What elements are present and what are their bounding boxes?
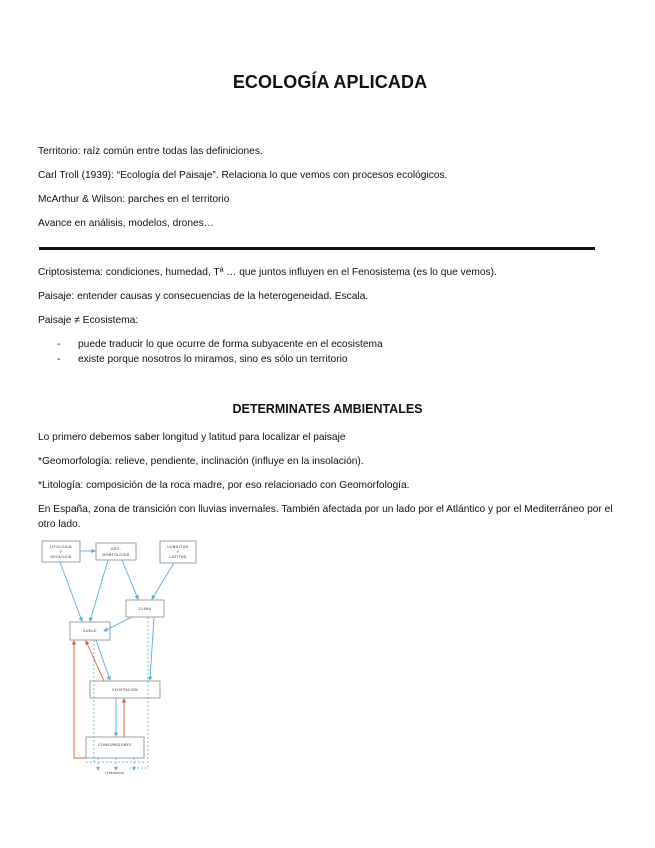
geomorfologia-label: GEO-	[110, 547, 122, 551]
ecosystem-diagram	[38, 536, 198, 780]
arrow-consumidores-suelo	[74, 641, 86, 758]
consumidores-label: CONSUMIDORES	[98, 743, 132, 747]
section-paragraph: Lo primero debemos saber longitud y latitud para localizar el paisaje	[38, 432, 346, 443]
geomorfologia-box	[96, 543, 136, 560]
arrow-litologia-suelo	[60, 562, 82, 621]
vegetacion-label: VEGETACION	[111, 688, 139, 692]
bullet-marker: -	[57, 354, 61, 365]
arrow-suelo-vegetacion	[96, 640, 110, 680]
bullet-item: puede traducir lo que ocurre de forma subyacente en el ecosistema	[78, 339, 383, 350]
arrow-vegetacion-suelo	[86, 641, 104, 681]
bullet-marker: -	[57, 339, 61, 350]
litologia-label: Y	[59, 550, 63, 554]
bullet-item: existe porque nosotros lo miramos, sino es sólo un territorio	[78, 354, 348, 365]
arrow-geomorfologia-clima	[122, 560, 138, 599]
section-paragraph: En España, zona de transición con lluvias invernales. También afectada por un lado por el Atlántico y por el Mediterráneo por el otro lado.	[38, 504, 613, 530]
section-paragraph: *Geomorfología: relieve, pendiente, inclinación (influye en la insolación).	[38, 456, 364, 467]
hombre-label: (Hombre)	[105, 771, 125, 775]
criptosistema-text: Criptosistema: condiciones, humedad, Tª … que juntos influyen en el Fenosistema (es lo que vemos).	[38, 267, 497, 278]
horizontal-rule	[39, 247, 595, 250]
intro-mcarthur-wilson: McArthur & Wilson: parches en el territorio	[38, 194, 230, 205]
intro-territorio: Territorio: raíz común entre todas las definiciones.	[38, 146, 263, 157]
suelo-label: SUELO	[83, 629, 97, 633]
arrow-geomorfologia-suelo	[90, 560, 108, 621]
arrow-longitud-clima	[152, 563, 174, 599]
paisaje-text: Paisaje: entender causas y consecuencias de la heterogeneidad. Escala.	[38, 291, 369, 302]
clima-label: CLIMA	[138, 607, 152, 611]
litologia-label: LITOLOGIA	[50, 545, 72, 549]
section-paragraph: *Litología: composición de la roca madre, por eso relacionado con Geomorfología.	[38, 480, 410, 491]
longitud-label: LONGITUD	[167, 545, 189, 549]
intro-avance: Avance en análisis, modelos, drones…	[38, 218, 214, 229]
longitud-label: LATITUD	[169, 555, 187, 559]
section-heading: DETERMINATES AMBIENTALES	[232, 402, 423, 416]
litologia-label: GEOLOGIA	[50, 555, 72, 559]
geomorfologia-label: MORFOLOGIA	[102, 553, 130, 557]
consumidores-box	[86, 737, 144, 758]
intro-carl-troll: Carl Troll (1939): “Ecología del Paisaje”. Relaciona lo que vemos con procesos ecológicos.	[38, 170, 448, 181]
longitud-label: Y	[176, 550, 180, 554]
paisaje-ecosistema-text: Paisaje ≠ Ecosistema:	[38, 315, 139, 326]
arrow-clima-vegetacion	[150, 617, 154, 680]
document-title: ECOLOGÍA APLICADA	[232, 72, 428, 92]
